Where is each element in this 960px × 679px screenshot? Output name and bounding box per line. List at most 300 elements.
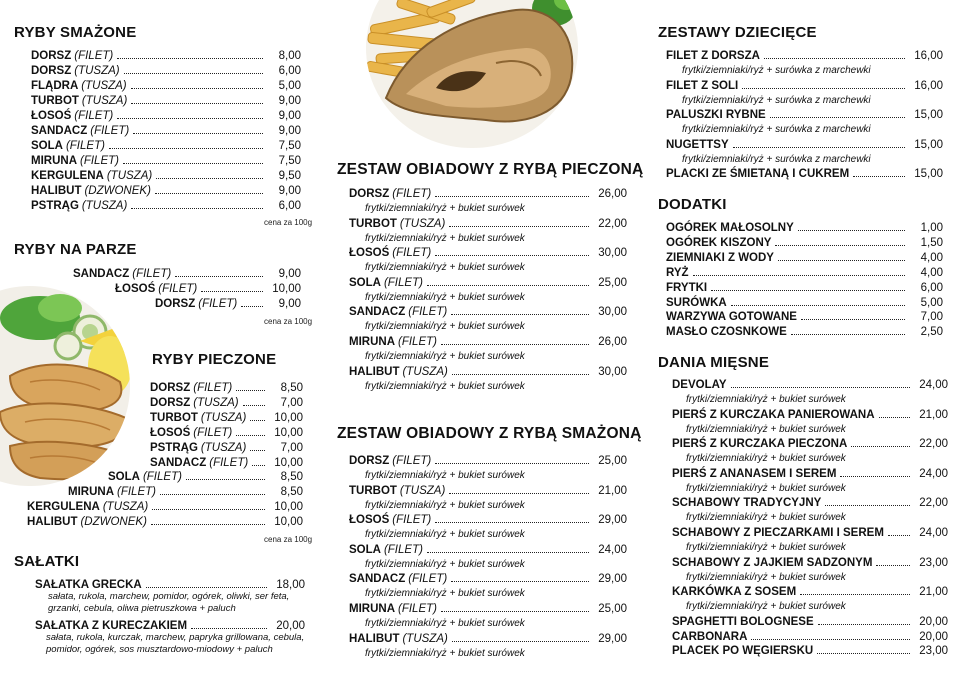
item-side-dishes: frytki/ziemniaki/ryż + bukiet surówek: [365, 351, 525, 362]
item-variant: (FILET): [193, 382, 233, 394]
dot-leader: [236, 390, 265, 391]
item-name: ZIEMNIAKI Z WODY: [666, 251, 774, 264]
item-side-dishes: frytki/ziemniaki/ryż + surówka z marchewki: [682, 94, 871, 106]
menu-item: [31, 64, 301, 78]
dot-leader: [151, 524, 265, 525]
dot-leader: [243, 405, 265, 406]
item-side-dishes: frytki/ziemniaki/ryż + bukiet surówek: [686, 512, 846, 524]
menu-item: [150, 396, 303, 410]
item-variant: (FILET): [74, 110, 114, 122]
item-variant: (FILET): [383, 276, 423, 289]
menu-item: [108, 470, 303, 484]
item-name: DORSZ: [155, 298, 196, 310]
item-variant: (FILET): [392, 455, 432, 467]
item-variant: (FILET): [383, 543, 423, 556]
item-name: SOLA: [349, 543, 381, 556]
item-price: 15,00: [914, 168, 943, 181]
item-name: MASŁO CZOSNKOWE: [666, 326, 787, 339]
dot-leader: [124, 73, 263, 74]
item-price: 20,00: [919, 630, 948, 643]
item-price: 30,00: [598, 306, 627, 319]
dot-leader: [731, 305, 905, 306]
dot-leader: [160, 494, 265, 495]
menu-item: [672, 556, 948, 570]
menu-item: [666, 167, 943, 181]
item-price: 20,00: [276, 620, 305, 632]
item-side-dishes: frytki/ziemniaki/ryż + bukiet surówek: [686, 423, 846, 435]
item-name: SANDACZ: [73, 268, 130, 280]
dot-leader: [191, 628, 267, 629]
dot-leader: [155, 193, 263, 194]
item-name: SANDACZ: [150, 456, 207, 469]
item-name: TURBOT: [349, 484, 397, 497]
item-name: ŁOSOŚ: [31, 110, 72, 122]
item-name: SANDACZ: [349, 573, 406, 586]
menu-item: [672, 496, 948, 510]
item-variant: (TUSZA): [81, 95, 128, 107]
item-name: PLACKI ZE ŚMIETANĄ I CUKREM: [666, 168, 850, 181]
item-price: 20,00: [919, 615, 948, 628]
item-price: 1,50: [920, 236, 943, 249]
menu-item: [31, 79, 301, 93]
item-name: KERGULENA: [31, 170, 104, 182]
item-name: DORSZ: [31, 50, 72, 62]
dot-leader: [770, 117, 905, 118]
item-side-dishes: frytki/ziemniaki/ryż + bukiet surówek: [686, 394, 846, 405]
menu-item: [31, 49, 301, 63]
dot-leader: [451, 314, 589, 315]
dot-leader: [236, 435, 265, 436]
menu-item: [31, 109, 301, 123]
menu-item: [349, 454, 627, 468]
menu-item: [31, 199, 301, 213]
menu-item: [349, 217, 627, 231]
item-price: 29,00: [598, 573, 627, 586]
menu-item: [666, 49, 943, 63]
item-price: 8,50: [280, 486, 303, 499]
dot-leader: [764, 58, 905, 59]
menu-item: [35, 619, 305, 633]
menu-item: [155, 297, 301, 311]
dot-leader: [250, 450, 265, 451]
item-side-dishes: frytki/ziemniaki/ryż + bukiet surówek: [686, 601, 846, 613]
item-name: SPAGHETTI BOLOGNESE: [672, 615, 814, 628]
dot-leader: [451, 581, 589, 582]
item-name: ŁOSOŚ: [150, 426, 191, 439]
item-price: 24,00: [919, 467, 948, 480]
dot-leader: [175, 276, 263, 277]
menu-item: [349, 513, 627, 527]
item-name: HALIBUT: [27, 516, 78, 529]
menu-item: [35, 578, 305, 592]
menu-item: [672, 467, 948, 481]
item-price: 5,00: [278, 80, 301, 92]
item-price: 9,00: [278, 110, 301, 122]
item-price: 22,00: [598, 217, 627, 230]
item-variant: (FILET): [158, 283, 198, 295]
item-variant: (FILET): [198, 298, 238, 310]
item-side-dishes: frytki/ziemniaki/ryż + bukiet surówek: [365, 558, 525, 570]
dot-leader: [851, 446, 910, 447]
item-variant: (TUSZA): [402, 632, 448, 645]
item-variant: (TUSZA): [399, 484, 446, 497]
item-price: 7,00: [280, 441, 303, 454]
item-name: ŁOSOŚ: [349, 247, 390, 260]
item-price: 25,00: [598, 455, 627, 467]
dot-leader: [435, 522, 589, 523]
item-price: 30,00: [598, 247, 627, 260]
menu-item: [666, 79, 943, 93]
dot-leader: [751, 639, 910, 640]
menu-item: [672, 585, 948, 599]
menu-item: [349, 632, 627, 646]
item-price: 9,00: [278, 268, 301, 280]
menu-item: [666, 310, 943, 324]
item-price: 18,00: [276, 579, 305, 591]
fried-set-title: ZESTAW OBIADOWY Z RYBĄ SMAŻONĄ: [337, 425, 642, 442]
dot-leader: [742, 88, 905, 89]
menu-item: [672, 408, 948, 422]
menu-item: [349, 335, 627, 349]
item-name: TURBOT: [31, 95, 79, 107]
item-variant: (TUSZA): [200, 411, 247, 424]
item-name: OGÓREK MAŁOSOLNY: [666, 222, 794, 234]
item-price: 16,00: [914, 50, 943, 62]
menu-item: [666, 108, 943, 122]
dot-leader: [427, 285, 589, 286]
menu-item: [666, 236, 943, 250]
dot-leader: [435, 255, 589, 256]
dot-leader: [791, 334, 905, 335]
item-price: 10,00: [274, 456, 303, 469]
menu-item: [349, 187, 627, 201]
item-price: 7,50: [278, 155, 301, 167]
item-variant: (DZWONEK): [84, 185, 151, 197]
item-name: MIRUNA: [68, 486, 114, 499]
item-side-dishes: frytki/ziemniaki/ryż + bukiet surówek: [365, 529, 525, 541]
item-name: PIERŚ Z KURCZAKA PANIEROWANA: [672, 408, 875, 421]
menu-item: [150, 441, 303, 455]
menu-item: [349, 276, 627, 290]
dot-leader: [146, 587, 267, 588]
item-side-dishes: frytki/ziemniaki/ryż + bukiet surówek: [365, 321, 525, 333]
item-name: DORSZ: [150, 396, 191, 409]
item-price: 23,00: [919, 556, 948, 569]
menu-item: [31, 139, 301, 153]
item-name: TURBOT: [150, 411, 198, 424]
item-name: ŁOSOŚ: [349, 514, 390, 527]
item-name: OGÓREK KISZONY: [666, 236, 772, 249]
item-name: PLACEK PO WĘGIERSKU: [672, 645, 814, 658]
item-side-dishes: frytki/ziemniaki/ryż + bukiet surówek: [686, 571, 846, 583]
item-name: PSTRĄG: [150, 441, 198, 454]
item-price: 30,00: [598, 365, 627, 378]
menu-item: [349, 305, 627, 319]
menu-item: [666, 325, 943, 339]
item-variant: (FILET): [74, 50, 114, 62]
item-variant: (FILET): [80, 155, 119, 167]
item-price: 9,00: [278, 125, 301, 137]
dot-leader: [131, 103, 263, 104]
dot-leader: [435, 463, 589, 464]
item-name: SOLA: [108, 471, 140, 484]
dot-leader: [798, 230, 905, 231]
item-variant: (FILET): [408, 306, 448, 319]
dot-leader: [441, 344, 589, 345]
item-name: MIRUNA: [31, 155, 77, 167]
item-name: SANDACZ: [349, 306, 406, 319]
extras-title: DODATKI: [658, 196, 727, 213]
item-name: DORSZ: [31, 65, 72, 77]
dot-leader: [435, 196, 589, 197]
item-side-dishes: frytki/ziemniaki/ryż + bukiet surówek: [365, 232, 525, 244]
salads-title: SAŁATKI: [14, 553, 80, 570]
dot-leader: [801, 319, 905, 320]
dot-leader: [825, 505, 910, 506]
menu-item: [672, 615, 948, 629]
item-name: RYŻ: [666, 266, 689, 279]
item-name: PALUSZKI RYBNE: [666, 109, 766, 122]
dot-leader: [156, 178, 263, 179]
menu-item: [31, 184, 301, 198]
item-price: 9,00: [278, 298, 301, 310]
dot-leader: [449, 226, 589, 227]
item-name: HALIBUT: [31, 185, 82, 197]
dot-leader: [449, 493, 589, 494]
item-price: 9,00: [278, 185, 301, 197]
item-price: 22,00: [919, 438, 948, 451]
item-side-dishes: frytki/ziemniaki/ryż + surówka z marchewki: [682, 153, 871, 165]
item-price: 7,00: [280, 396, 303, 409]
dot-leader: [201, 291, 263, 292]
steamed-fish-note: cena za 100g: [264, 317, 313, 326]
item-variant: (FILET): [132, 268, 172, 280]
item-price: 10,00: [274, 501, 303, 514]
baked-set-title: ZESTAW OBIADOWY Z RYBĄ PIECZONĄ: [337, 161, 644, 178]
item-name: TURBOT: [349, 217, 397, 230]
fish-and-chips-photo: [366, 0, 578, 148]
dot-leader: [817, 653, 910, 654]
item-price: 5,00: [920, 296, 943, 309]
item-variant: (TUSZA): [102, 501, 149, 514]
menu-item: [349, 572, 627, 586]
dot-leader: [109, 148, 263, 149]
fried-fish-title: RYBY SMAŻONE: [14, 24, 137, 41]
menu-item: [672, 630, 948, 644]
dot-leader: [131, 88, 263, 89]
item-variant: (TUSZA): [193, 396, 239, 409]
item-price: 8,50: [280, 471, 303, 484]
item-side-dishes: frytki/ziemniaki/ryż + bukiet surówek: [365, 470, 525, 481]
item-name: CARBONARA: [672, 630, 748, 643]
menu-item: [666, 221, 943, 235]
menu-item: [666, 281, 943, 295]
item-side-dishes: frytki/ziemniaki/ryż + bukiet surówek: [365, 618, 525, 629]
item-name: FRYTKI: [666, 281, 708, 294]
steamed-fish-title: RYBY NA PARZE: [14, 241, 137, 258]
item-side-dishes: frytki/ziemniaki/ryż + bukiet surówek: [365, 588, 525, 600]
menu-item: [672, 526, 948, 540]
item-price: 1,00: [920, 222, 943, 234]
dot-leader: [693, 275, 905, 276]
item-side-dishes: frytki/ziemniaki/ryż + bukiet surówek: [365, 262, 525, 274]
item-name: SURÓWKA: [666, 296, 727, 309]
item-name: HALIBUT: [349, 365, 400, 378]
dot-leader: [452, 374, 589, 375]
item-name: PSTRĄG: [31, 200, 79, 212]
item-price: 10,00: [272, 283, 301, 295]
item-price: 7,50: [278, 140, 301, 152]
dot-leader: [733, 147, 905, 148]
item-variant: (FILET): [392, 188, 432, 200]
item-variant: (TUSZA): [74, 65, 120, 77]
menu-item: [672, 644, 948, 658]
item-side-dishes: frytki/ziemniaki/ryż + bukiet surówek: [686, 453, 846, 465]
dot-leader: [840, 476, 910, 477]
salad-description: sałata, rukola, kurczak, marchew, papryka grillowana, cebula, pomidor, ogórek, sos musztardowo-miodowy + paluch: [46, 632, 305, 655]
item-variant: (FILET): [392, 514, 432, 527]
item-price: 8,00: [278, 50, 301, 62]
item-variant: (FILET): [193, 426, 233, 439]
item-variant: (FILET): [65, 140, 105, 152]
item-name: SCHABOWY TRADYCYJNY: [672, 497, 822, 510]
dot-leader: [711, 290, 905, 291]
dot-leader: [876, 565, 910, 566]
item-variant: (FILET): [117, 486, 156, 499]
item-name: FILET Z DORSZA: [666, 50, 760, 62]
item-name: DORSZ: [150, 382, 191, 394]
item-name: PIERŚ Z KURCZAKA PIECZONA: [672, 438, 848, 451]
item-price: 10,00: [274, 516, 303, 529]
menu-item: [150, 411, 303, 425]
item-price: 24,00: [919, 527, 948, 539]
item-price: 6,00: [278, 200, 301, 212]
item-name: FLĄDRA: [31, 80, 79, 92]
item-name: SCHABOWY Z JAJKIEM SADZONYM: [672, 556, 873, 569]
menu-item: [115, 282, 301, 296]
item-price: 29,00: [598, 632, 627, 645]
menu-item: [672, 437, 948, 451]
fried-fish-note: cena za 100g: [264, 218, 313, 227]
menu-item: [31, 154, 301, 168]
item-price: 26,00: [598, 336, 627, 348]
item-price: 10,00: [274, 426, 303, 439]
item-price: 2,50: [920, 326, 943, 339]
dot-leader: [250, 420, 265, 421]
item-name: KARKÓWKA Z SOSEM: [672, 586, 797, 599]
baked-fish-salad-photo: [0, 286, 130, 486]
item-name: DEVOLAY: [672, 379, 727, 391]
dot-leader: [133, 133, 263, 134]
dot-leader: [775, 245, 905, 246]
item-side-dishes: frytki/ziemniaki/ryż + bukiet surówek: [365, 380, 525, 392]
item-variant: (FILET): [209, 456, 249, 469]
dot-leader: [252, 465, 265, 466]
kids-title: ZESTAWY DZIECIĘCE: [658, 24, 817, 41]
item-price: 25,00: [598, 603, 627, 615]
item-variant: (TUSZA): [81, 200, 128, 212]
item-variant: (TUSZA): [402, 365, 448, 378]
item-side-dishes: frytki/ziemniaki/ryż + bukiet surówek: [686, 542, 846, 553]
menu-item: [27, 500, 303, 514]
menu-item: [666, 138, 943, 152]
item-variant: (DZWONEK): [80, 516, 147, 529]
item-side-dishes: frytki/ziemniaki/ryż + bukiet surówek: [365, 203, 525, 214]
item-price: 15,00: [914, 109, 943, 122]
item-price: 9,50: [278, 170, 301, 182]
dot-leader: [800, 594, 910, 595]
menu-item: [150, 426, 303, 440]
menu-item: [68, 485, 303, 499]
menu-item: [150, 456, 303, 470]
dot-leader: [853, 176, 905, 177]
item-variant: (FILET): [142, 471, 182, 484]
dot-leader: [131, 208, 263, 209]
dot-leader: [152, 509, 265, 510]
item-name: SOLA: [349, 276, 381, 289]
item-name: FILET Z SOLI: [666, 79, 739, 92]
item-name: WARZYWA GOTOWANE: [666, 311, 797, 324]
item-variant: (FILET): [392, 247, 432, 260]
salad-description: sałata, rukola, marchew, pomidor, ogórek, oliwki, ser feta, grzanki, cebula, oliwa pietruszkowa + paluch: [48, 591, 290, 614]
item-variant: (FILET): [398, 336, 437, 348]
item-name: SAŁATKA GRECKA: [35, 579, 142, 591]
item-variant: (TUSZA): [106, 170, 153, 182]
item-price: 26,00: [598, 188, 627, 200]
dot-leader: [879, 417, 910, 418]
menu-item: [349, 246, 627, 260]
menu-item: [666, 266, 943, 280]
item-price: 9,00: [278, 95, 301, 107]
menu-item: [150, 381, 303, 395]
menu-item: [349, 365, 627, 379]
dot-leader: [441, 611, 589, 612]
menu-item: [349, 484, 627, 498]
item-name: SAŁATKA Z KURECZAKIEM: [35, 620, 188, 632]
item-price: 8,50: [280, 382, 303, 394]
dot-leader: [778, 260, 905, 261]
item-name: SOLA: [31, 140, 63, 152]
item-price: 24,00: [919, 379, 948, 391]
dot-leader: [427, 552, 589, 553]
menu-item: [349, 543, 627, 557]
dot-leader: [117, 118, 263, 119]
item-price: 21,00: [919, 586, 948, 599]
menu-item: [31, 169, 301, 183]
menu-item: [31, 124, 301, 138]
item-variant: (TUSZA): [200, 441, 247, 454]
item-price: 25,00: [598, 276, 627, 289]
dot-leader: [452, 641, 589, 642]
item-price: 6,00: [920, 281, 943, 294]
item-price: 23,00: [919, 645, 948, 658]
dot-leader: [186, 479, 265, 480]
item-name: MIRUNA: [349, 603, 395, 615]
item-price: 15,00: [914, 138, 943, 151]
item-price: 6,00: [278, 65, 301, 77]
item-side-dishes: frytki/ziemniaki/ryż + bukiet surówek: [365, 291, 525, 303]
menu-item: [73, 267, 301, 281]
item-variant: (TUSZA): [81, 80, 127, 92]
item-price: 7,00: [920, 311, 943, 324]
item-price: 21,00: [919, 408, 948, 421]
item-side-dishes: frytki/ziemniaki/ryż + bukiet surówek: [365, 499, 525, 511]
baked-fish-title: RYBY PIECZONE: [152, 351, 277, 368]
dot-leader: [888, 535, 910, 536]
item-name: SANDACZ: [31, 125, 88, 137]
item-name: ŁOSOŚ: [115, 283, 156, 295]
dot-leader: [731, 387, 910, 388]
